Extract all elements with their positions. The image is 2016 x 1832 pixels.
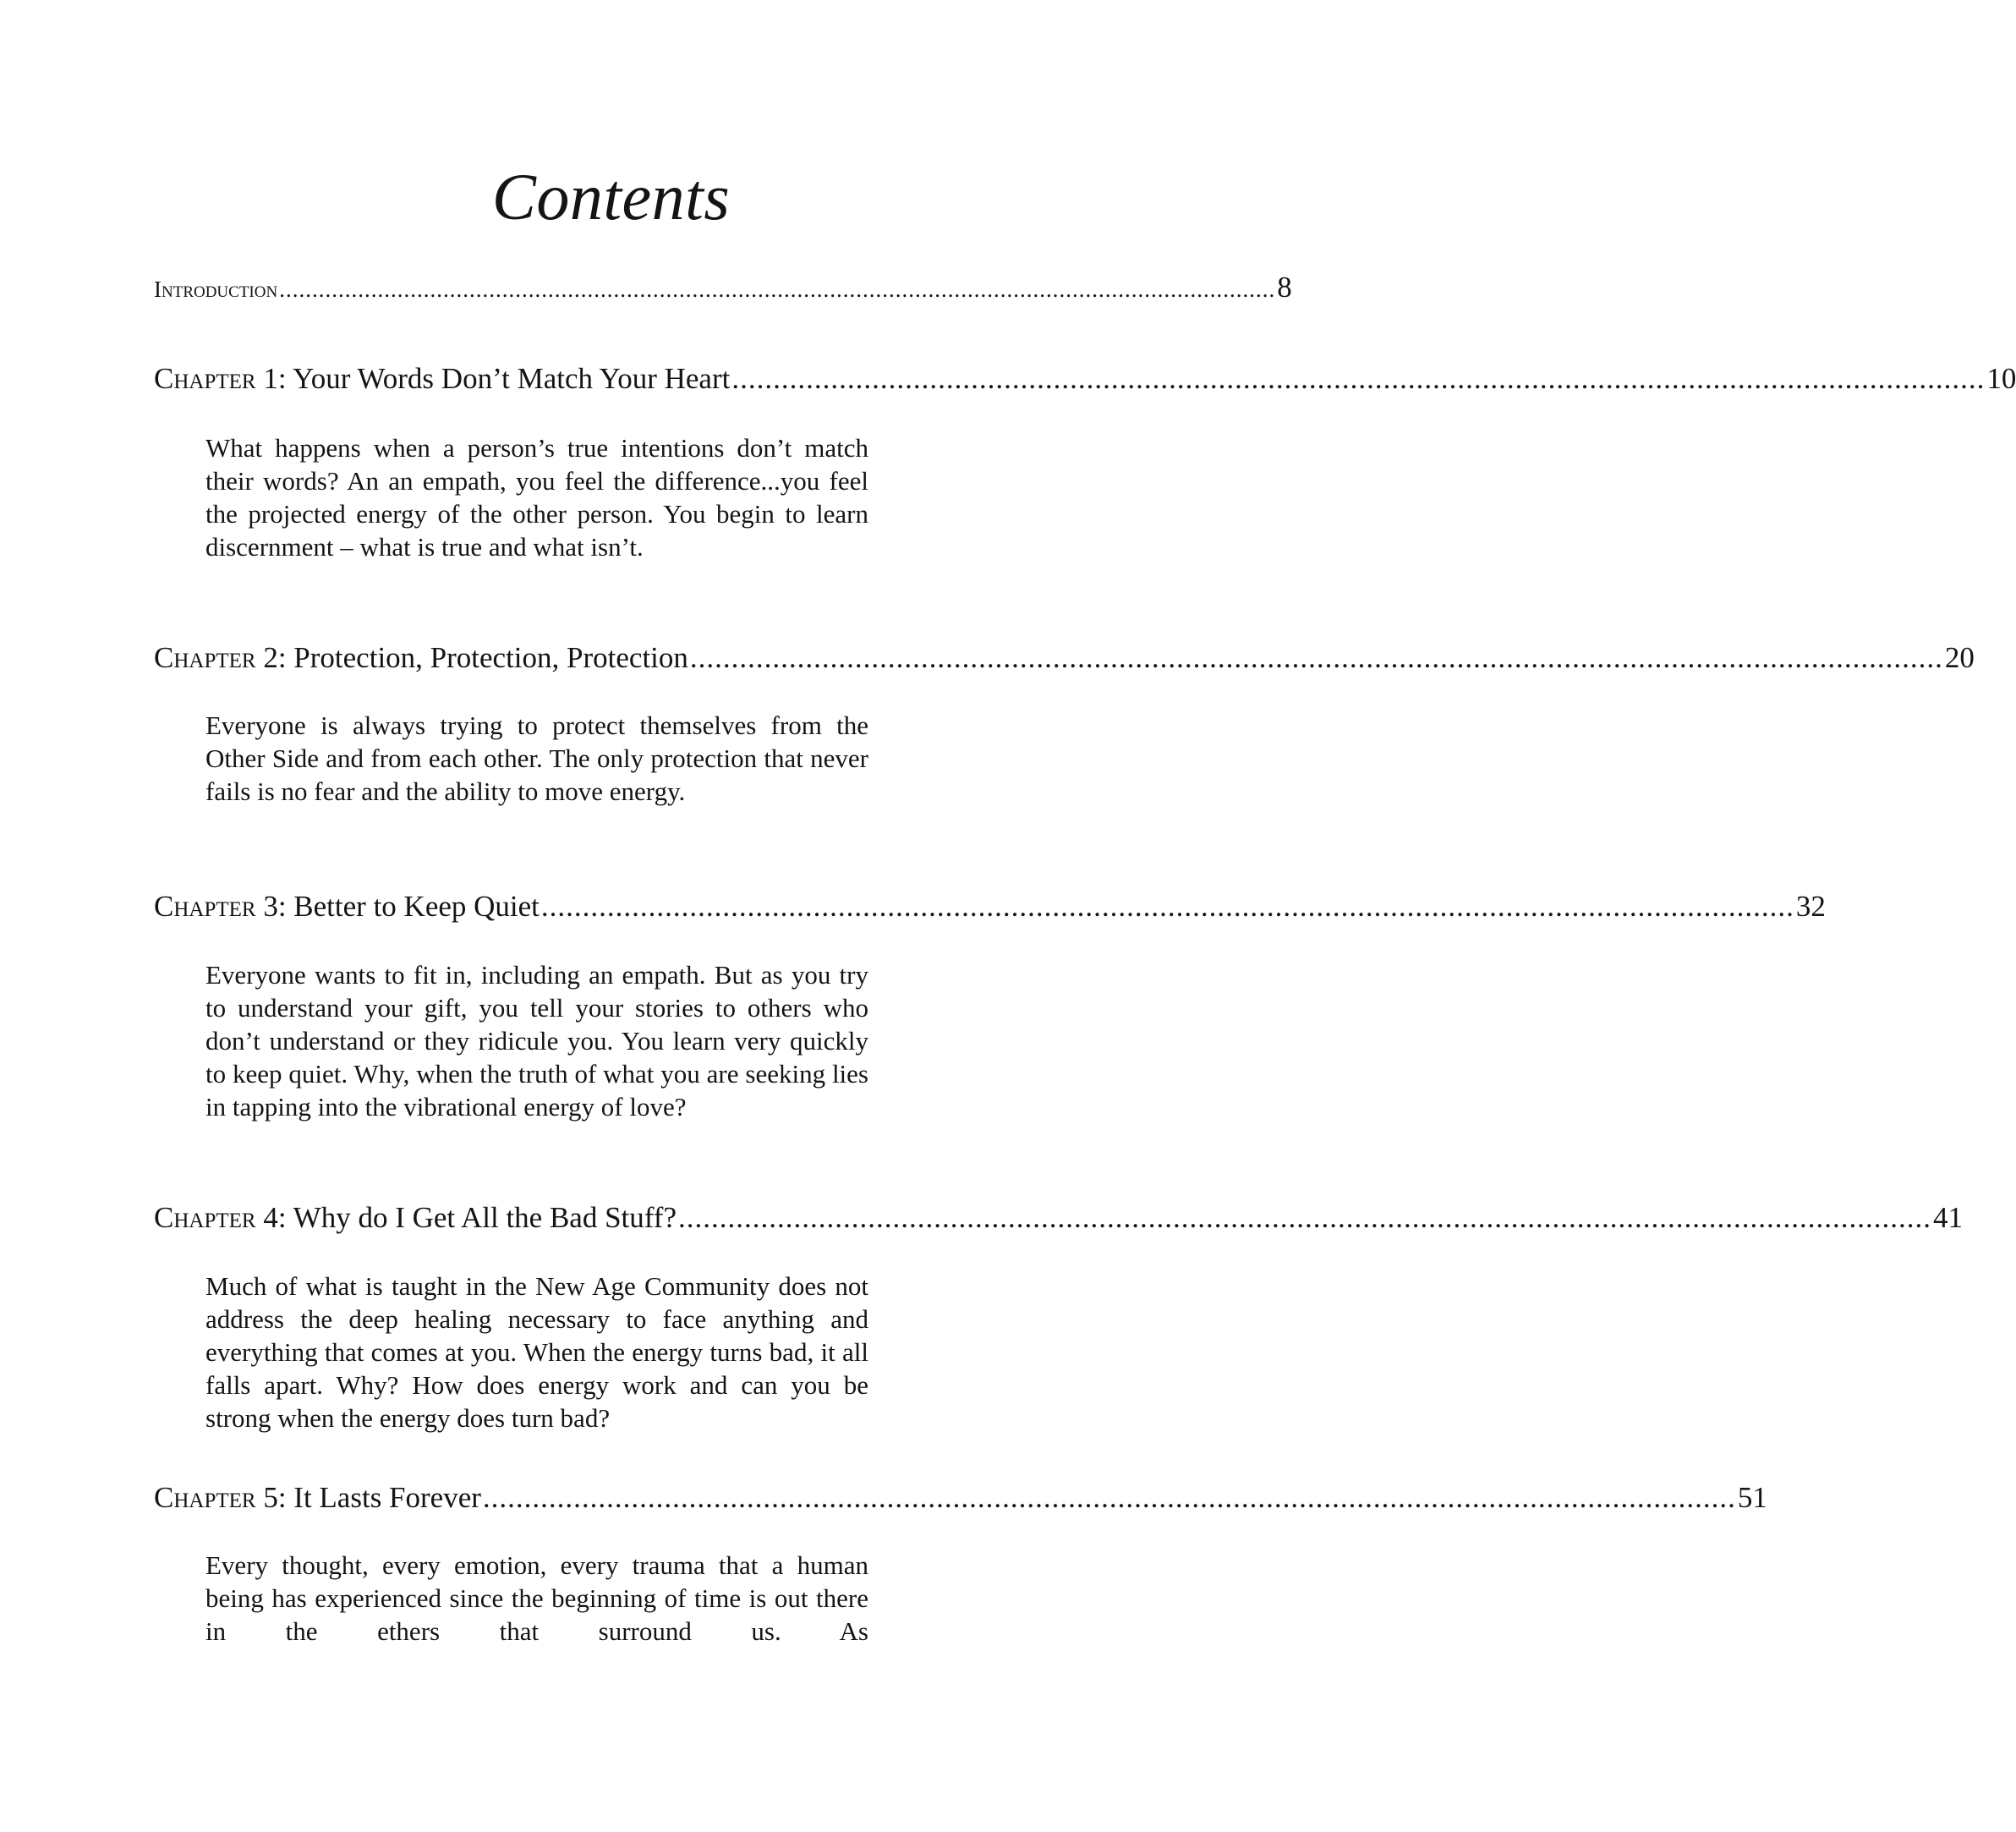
- chapter-description: Much of what is taught in the New Age Community does not address the deep healing necessary to face anything and everything that comes at you. When the energy turns bad, it all falls apart. Why? How does energy work and can you be strong when the energy does turn bad?: [205, 1271, 868, 1433]
- toc-entry-introduction[interactable]: [154, 269, 1292, 308]
- chapter-description: What happens when a person’s true intentions don’t match their words? An an empath, you feel the difference...you feel the projected energy of the other person. You begin to learn discernment – what is true and what isn’t.: [205, 433, 868, 562]
- leader-dots: ........................................................................................................................................................: [689, 641, 1943, 674]
- toc-entry-label: Chapter 1: Your Words Don’t Match Your Heart: [154, 362, 731, 395]
- page-number: 10: [1986, 362, 2016, 395]
- page-number: 51: [1737, 1481, 1767, 1514]
- leader-dots: ........................................................................................................................................................: [731, 362, 1986, 395]
- toc-entry-label: Chapter 3: Better to Keep Quiet: [154, 890, 540, 923]
- page-number: 41: [1932, 1201, 1963, 1234]
- page-title: Contents: [491, 160, 731, 233]
- leader-dots: ........................................................................................................................................................: [540, 890, 1794, 923]
- leader-dots: ........................................................................................................................................................: [677, 1201, 1931, 1234]
- toc-entry-chapter-1[interactable]: [154, 360, 2016, 398]
- toc-entry-chapter-2[interactable]: [154, 639, 1975, 677]
- page-number: 8: [1277, 271, 1292, 304]
- leader-dots: ........................................................................................................................................................: [482, 1481, 1736, 1514]
- page-number: 20: [1944, 641, 1975, 674]
- toc-entry-chapter-5[interactable]: [154, 1479, 1767, 1517]
- toc-entry-label: Chapter 5: It Lasts Forever: [154, 1481, 481, 1514]
- toc-entry-chapter-3[interactable]: [154, 888, 1826, 925]
- page-number: 32: [1795, 890, 1826, 923]
- toc-entry-label: Introduction: [154, 277, 278, 302]
- chapter-description: Everyone wants to fit in, including an empath. But as you try to understand your gift, you tell your stories to others who don’t understand or they ridicule you. You learn very quickly to keep quiet. Why, when the truth of what you are seeking lies in tapping into the vibrational energy of love?: [205, 960, 868, 1122]
- toc-entry-chapter-4[interactable]: [154, 1199, 1963, 1237]
- toc-entry-label: Chapter 2: Protection, Protection, Protection: [154, 641, 688, 674]
- leader-dots: ........................................................................................................................................................: [279, 277, 1276, 302]
- chapter-description: Every thought, every emotion, every trauma that a human being has experienced since the beginning of time is out there in the ethers that surround us. As: [205, 1550, 868, 1646]
- toc-entry-label: Chapter 4: Why do I Get All the Bad Stuff?: [154, 1201, 677, 1234]
- chapter-description: Everyone is always trying to protect themselves from the Other Side and from each other. The only protection that never fails is no fear and the ability to move energy.: [205, 710, 868, 806]
